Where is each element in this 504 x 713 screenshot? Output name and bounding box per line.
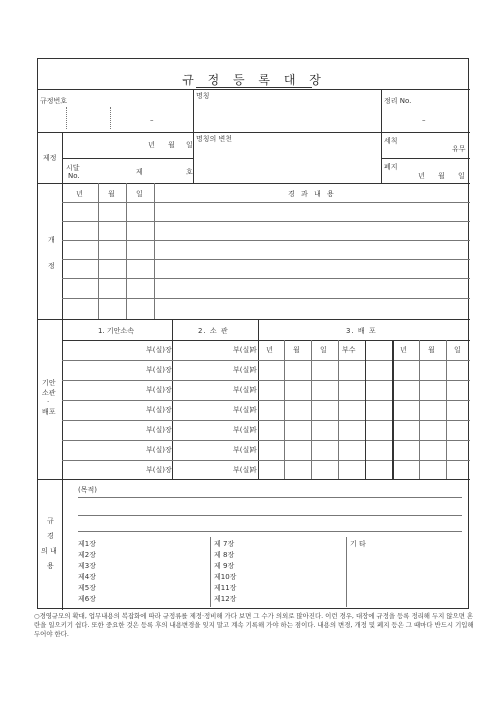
rule-line: [62, 298, 470, 299]
enact-label: 제정: [43, 154, 57, 162]
row-section: 과: [250, 446, 257, 454]
rule-line: [62, 479, 63, 610]
row-dept: 부(실)장: [146, 426, 172, 434]
file-no-dash: –: [422, 116, 426, 124]
abolish-label: 폐지: [384, 163, 398, 171]
rule-line: [193, 132, 194, 183]
chapter-item: 제1장: [78, 540, 96, 548]
sub-col: 일: [320, 346, 327, 354]
rule-line: [62, 259, 470, 260]
rule-line: [193, 89, 194, 132]
abolish-day: 일: [458, 172, 465, 180]
chapter-item: 제11장: [214, 584, 237, 592]
circular-no: No.: [68, 172, 80, 180]
chapter-item: 제3장: [78, 562, 96, 570]
circular-label: 시달: [66, 164, 80, 172]
content-label-3: 의 내: [41, 547, 57, 555]
chapter-item: 제4장: [78, 573, 96, 581]
rule-line: [365, 340, 366, 479]
dist-label-3: ·: [47, 398, 50, 406]
dist-label-2: 소관: [42, 389, 56, 397]
sub-col: 년: [400, 346, 407, 354]
row-dept: 부(실)장: [146, 346, 172, 354]
rule-label: 세칙: [384, 137, 398, 145]
revision-label-2: 정: [48, 262, 55, 270]
chapter-item: 제 8장: [214, 551, 235, 559]
rule-presence: 유무: [452, 145, 466, 153]
reg-no-dash: –: [150, 116, 154, 124]
rule-line: [446, 340, 447, 479]
chapter-item: 제 9장: [214, 562, 235, 570]
row-section: 과: [250, 406, 257, 414]
row-section: 과: [250, 346, 257, 354]
revision-label-1: 개: [48, 236, 55, 244]
sub-col: 부수: [342, 346, 356, 354]
rule-line: [62, 360, 470, 361]
row-dept: 부(실)장: [146, 466, 172, 474]
row-section: 과: [250, 366, 257, 374]
name-change-label: 명칭의 변천: [196, 135, 233, 143]
dist-label-4: 배포: [42, 408, 56, 416]
rule-line: [78, 497, 462, 498]
row-dept2: 부(실): [233, 446, 252, 454]
rule-line: [62, 460, 470, 461]
enact-year: 년: [148, 141, 155, 149]
rule-line: [172, 319, 173, 479]
file-no-label: 정리 No.: [384, 97, 412, 105]
rule-line: [62, 240, 470, 241]
etc-label: 기 타: [350, 540, 366, 548]
revision-col-details: 경 과 내 용: [288, 190, 336, 198]
rule-line: [62, 400, 470, 401]
rule-line: [62, 221, 470, 222]
sub-col: 일: [454, 346, 461, 354]
rule-line: [419, 340, 420, 479]
rule-line: [78, 531, 462, 532]
rule-line: [62, 380, 470, 381]
rule-line: [38, 479, 470, 480]
dist-label-1: 기안: [42, 379, 56, 387]
rule-line: [381, 89, 382, 132]
rule-line: [62, 278, 470, 279]
rule-line: [381, 158, 470, 159]
rule-line: [38, 132, 470, 133]
row-dept2: 부(실): [233, 466, 252, 474]
chapter-item: 제 7장: [214, 540, 235, 548]
name-label: 명칭: [196, 92, 210, 100]
form-title: 규 정 등 록 대 장: [182, 73, 326, 87]
rule-line: [258, 319, 259, 479]
row-dept: 부(실)장: [146, 366, 172, 374]
header-owner: 2. 소 관: [198, 327, 229, 335]
chapter-item: 제10장: [214, 573, 237, 581]
revision-col-year: 년: [76, 190, 83, 198]
header-distribution: 3. 배 포: [346, 327, 377, 335]
enact-day: 일: [186, 141, 193, 149]
dotted-divider: [110, 107, 111, 129]
sub-col: 월: [293, 346, 300, 354]
rule-line: [62, 319, 63, 479]
row-section: 과: [250, 386, 257, 394]
row-dept2: 부(실): [233, 346, 252, 354]
row-dept2: 부(실): [233, 366, 252, 374]
header-draft: 1. 기안소속: [98, 327, 134, 335]
rule-line: [62, 202, 470, 203]
row-dept2: 부(실): [233, 406, 252, 414]
row-dept2: 부(실): [233, 386, 252, 394]
rule-line: [210, 537, 211, 607]
abolish-month: 월: [438, 172, 445, 180]
chapter-item: 제2장: [78, 551, 96, 559]
rule-line: [284, 340, 285, 479]
sub-col: 년: [266, 346, 273, 354]
rule-line: [346, 537, 347, 607]
rule-line: [62, 340, 470, 341]
dotted-divider: [66, 107, 67, 129]
row-section: 과: [250, 466, 257, 474]
rule-line: [62, 440, 470, 441]
row-section: 과: [250, 426, 257, 434]
row-dept: 부(실)장: [146, 446, 172, 454]
content-label-1: 규: [47, 517, 54, 525]
circular-je: 제: [136, 168, 143, 176]
reg-no-label: 규정번호: [40, 97, 68, 105]
rule-line: [338, 340, 339, 479]
rule-line: [62, 158, 193, 159]
purpose-label: (목적): [78, 486, 97, 494]
rule-line: [38, 89, 470, 90]
content-label-4: 용: [47, 562, 54, 570]
footnote: ○경영규모의 확대, 업무내용의 복잡화에 따라 규정류를 제정·정비해 가다 보면 그 수가 의외로 많아진다. 이런 경우, 대장에 규정을 등록 정리해 두지 않으면 혼란을 일으키기 쉽다. 또한 중요한 것은 등록 후의 내용변경을 잊지 말고 계속 기록해 가야 하는 점이다. 내용의 변경, 개정 및 폐지 등은 그 때마다 반드시 기입해 두어야 한다.: [34, 612, 474, 638]
title-underline: [196, 87, 312, 88]
revision-col-day: 일: [136, 190, 143, 198]
chapter-item: 제5장: [78, 584, 96, 592]
content-label-2: 경: [47, 532, 54, 540]
chapter-item: 제12장: [214, 595, 237, 603]
chapter-item: 제6장: [78, 595, 96, 603]
rule-line: [38, 319, 470, 320]
rule-line: [311, 340, 312, 479]
row-dept: 부(실)장: [146, 386, 172, 394]
sub-col: 월: [428, 346, 435, 354]
rule-line: [62, 420, 470, 421]
enact-month: 월: [168, 141, 175, 149]
revision-col-month: 월: [108, 190, 115, 198]
registry-form: [37, 58, 469, 609]
row-dept: 부(실)장: [146, 406, 172, 414]
row-dept2: 부(실): [233, 426, 252, 434]
rule-line: [38, 183, 470, 184]
rule-line: [78, 515, 462, 516]
circular-ho: 호: [186, 168, 193, 176]
rule-line: [392, 340, 394, 479]
abolish-year: 년: [418, 172, 425, 180]
